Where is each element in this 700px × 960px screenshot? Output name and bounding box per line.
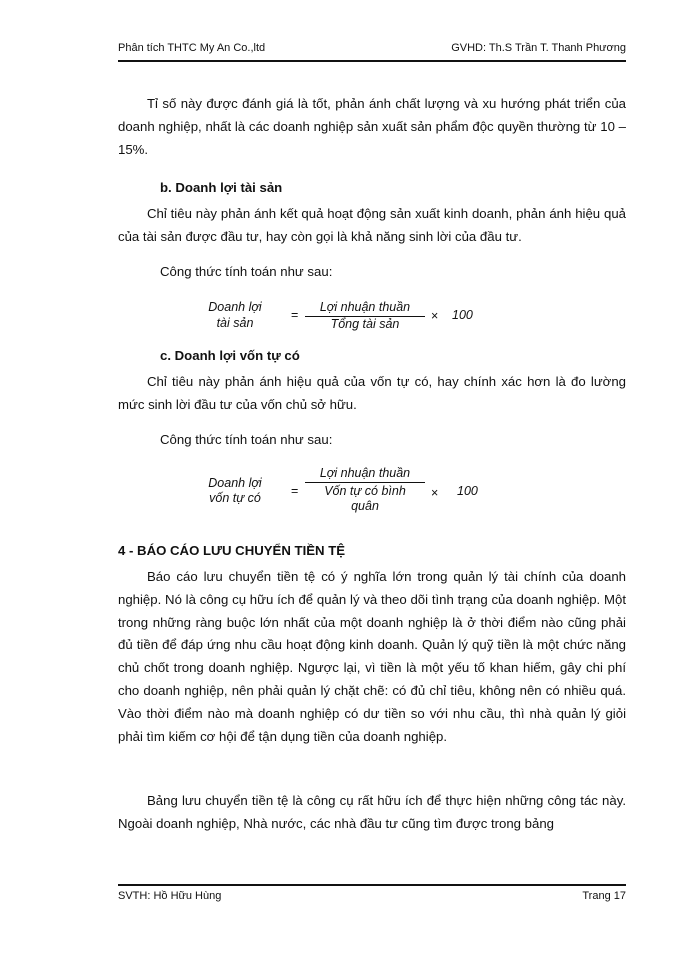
formula-c-denominator-line2: quân xyxy=(351,499,379,513)
formula-b-denominator: Tổng tài sản xyxy=(330,317,400,331)
section-c-heading: c. Doanh lợi vốn tự có xyxy=(160,348,300,363)
section-4-paragraph-2: Bảng lưu chuyển tiền tệ là công cụ rất hữu ích để thực hiện những công tác này. Ngoài doanh nghiệp, Nhà nước, các nhà đầu tư cũng tìm được trong bảng xyxy=(118,793,626,831)
formula-c-times: × xyxy=(431,486,439,500)
header-rule xyxy=(118,60,626,62)
formula-b-numerator: Lợi nhuận thuần xyxy=(319,300,411,314)
formula-c-equals: = xyxy=(291,484,299,498)
formula-b-times: × xyxy=(431,309,439,323)
formula-b-lhs-line1: Doanh lợi xyxy=(208,300,262,314)
header-left-text: Phân tích THTC My An Co.,ltd xyxy=(118,42,266,54)
section-b-paragraph: Chỉ tiêu này phản ánh kết quả hoạt động sản xuất kinh doanh, phản ánh hiệu quả của tài sản được đầu tư, hay còn gọi là khả năng sinh lời của đầu tư. xyxy=(118,206,626,244)
section-c-paragraph: Chỉ tiêu này phản ánh hiệu quả của vốn tự có, hay chính xác hơn là đo lường mức sinh lời đầu tư của vốn chủ sở hữu. xyxy=(118,374,626,412)
page-footer xyxy=(118,890,626,910)
formula-c-lhs-line2: vốn tự có xyxy=(209,491,261,505)
section-c-formula-intro: Công thức tính toán như sau: xyxy=(160,432,333,447)
footer-page-number: Trang 17 xyxy=(582,890,626,902)
section-4-heading: 4 - BÁO CÁO LƯU CHUYỂN TIỀN TỆ xyxy=(118,543,346,558)
footer-rule xyxy=(118,884,626,886)
formula-c-denominator-line1: Vốn tự có bình xyxy=(324,484,406,498)
section-b-heading: b. Doanh lợi tài sản xyxy=(160,180,283,195)
formula-b-factor: 100 xyxy=(452,308,473,322)
formula-c-numerator: Lợi nhuận thuần xyxy=(319,466,411,480)
formula-c-lhs-line1: Doanh lợi xyxy=(208,476,262,490)
formula-b-equals: = xyxy=(291,308,299,322)
formula-c-factor: 100 xyxy=(457,484,478,498)
formula-c-fraction-bar xyxy=(305,482,425,483)
formula-b-lhs-line2: tài sản xyxy=(216,316,254,330)
section-b-formula-intro: Công thức tính toán như sau: xyxy=(160,264,333,279)
header-right-text: GVHD: Th.S Trần T. Thanh Phương xyxy=(451,42,626,54)
page-header xyxy=(118,42,626,62)
footer-left-text: SVTH: Hồ Hữu Hùng xyxy=(118,890,222,902)
section-4-paragraph-1: Báo cáo lưu chuyển tiền tệ có ý nghĩa lớn trong quản lý tài chính của doanh nghiệp. Nó là công cụ hữu ích để quản lý và theo dõi tình trạng của doanh nghiệp. Một trong những ràng buộc lớn nhất của một doanh nghiệp là ở thời điểm nào cũng phải đủ tiền để đáp ứng nhu cầu hoạt động kinh doanh. Quản lý quỹ tiền là một chức năng chủ chốt trong doanh nghiệp. Ngược lại, vì tiền là một yếu tố khan hiếm, gây chi phí cho doanh nghiệp, nên phải quản lý chặt chẽ: có đủ chỉ tiêu, không nên có nhiều quá. Vào thời điểm nào mà doanh nghiệp có dư tiền so với nhu cầu, thì nhà quản lý giỏi phải tìm kiếm cơ hội để tận dụng tiền của doanh nghiệp. xyxy=(118,569,626,744)
intro-paragraph: Tỉ số này được đánh giá là tốt, phản ánh chất lượng và xu hướng phát triển của doanh nghiệp, nhất là các doanh nghiệp sản xuất sản phẩm độc quyền thường từ 10 – 15%. xyxy=(118,96,626,157)
